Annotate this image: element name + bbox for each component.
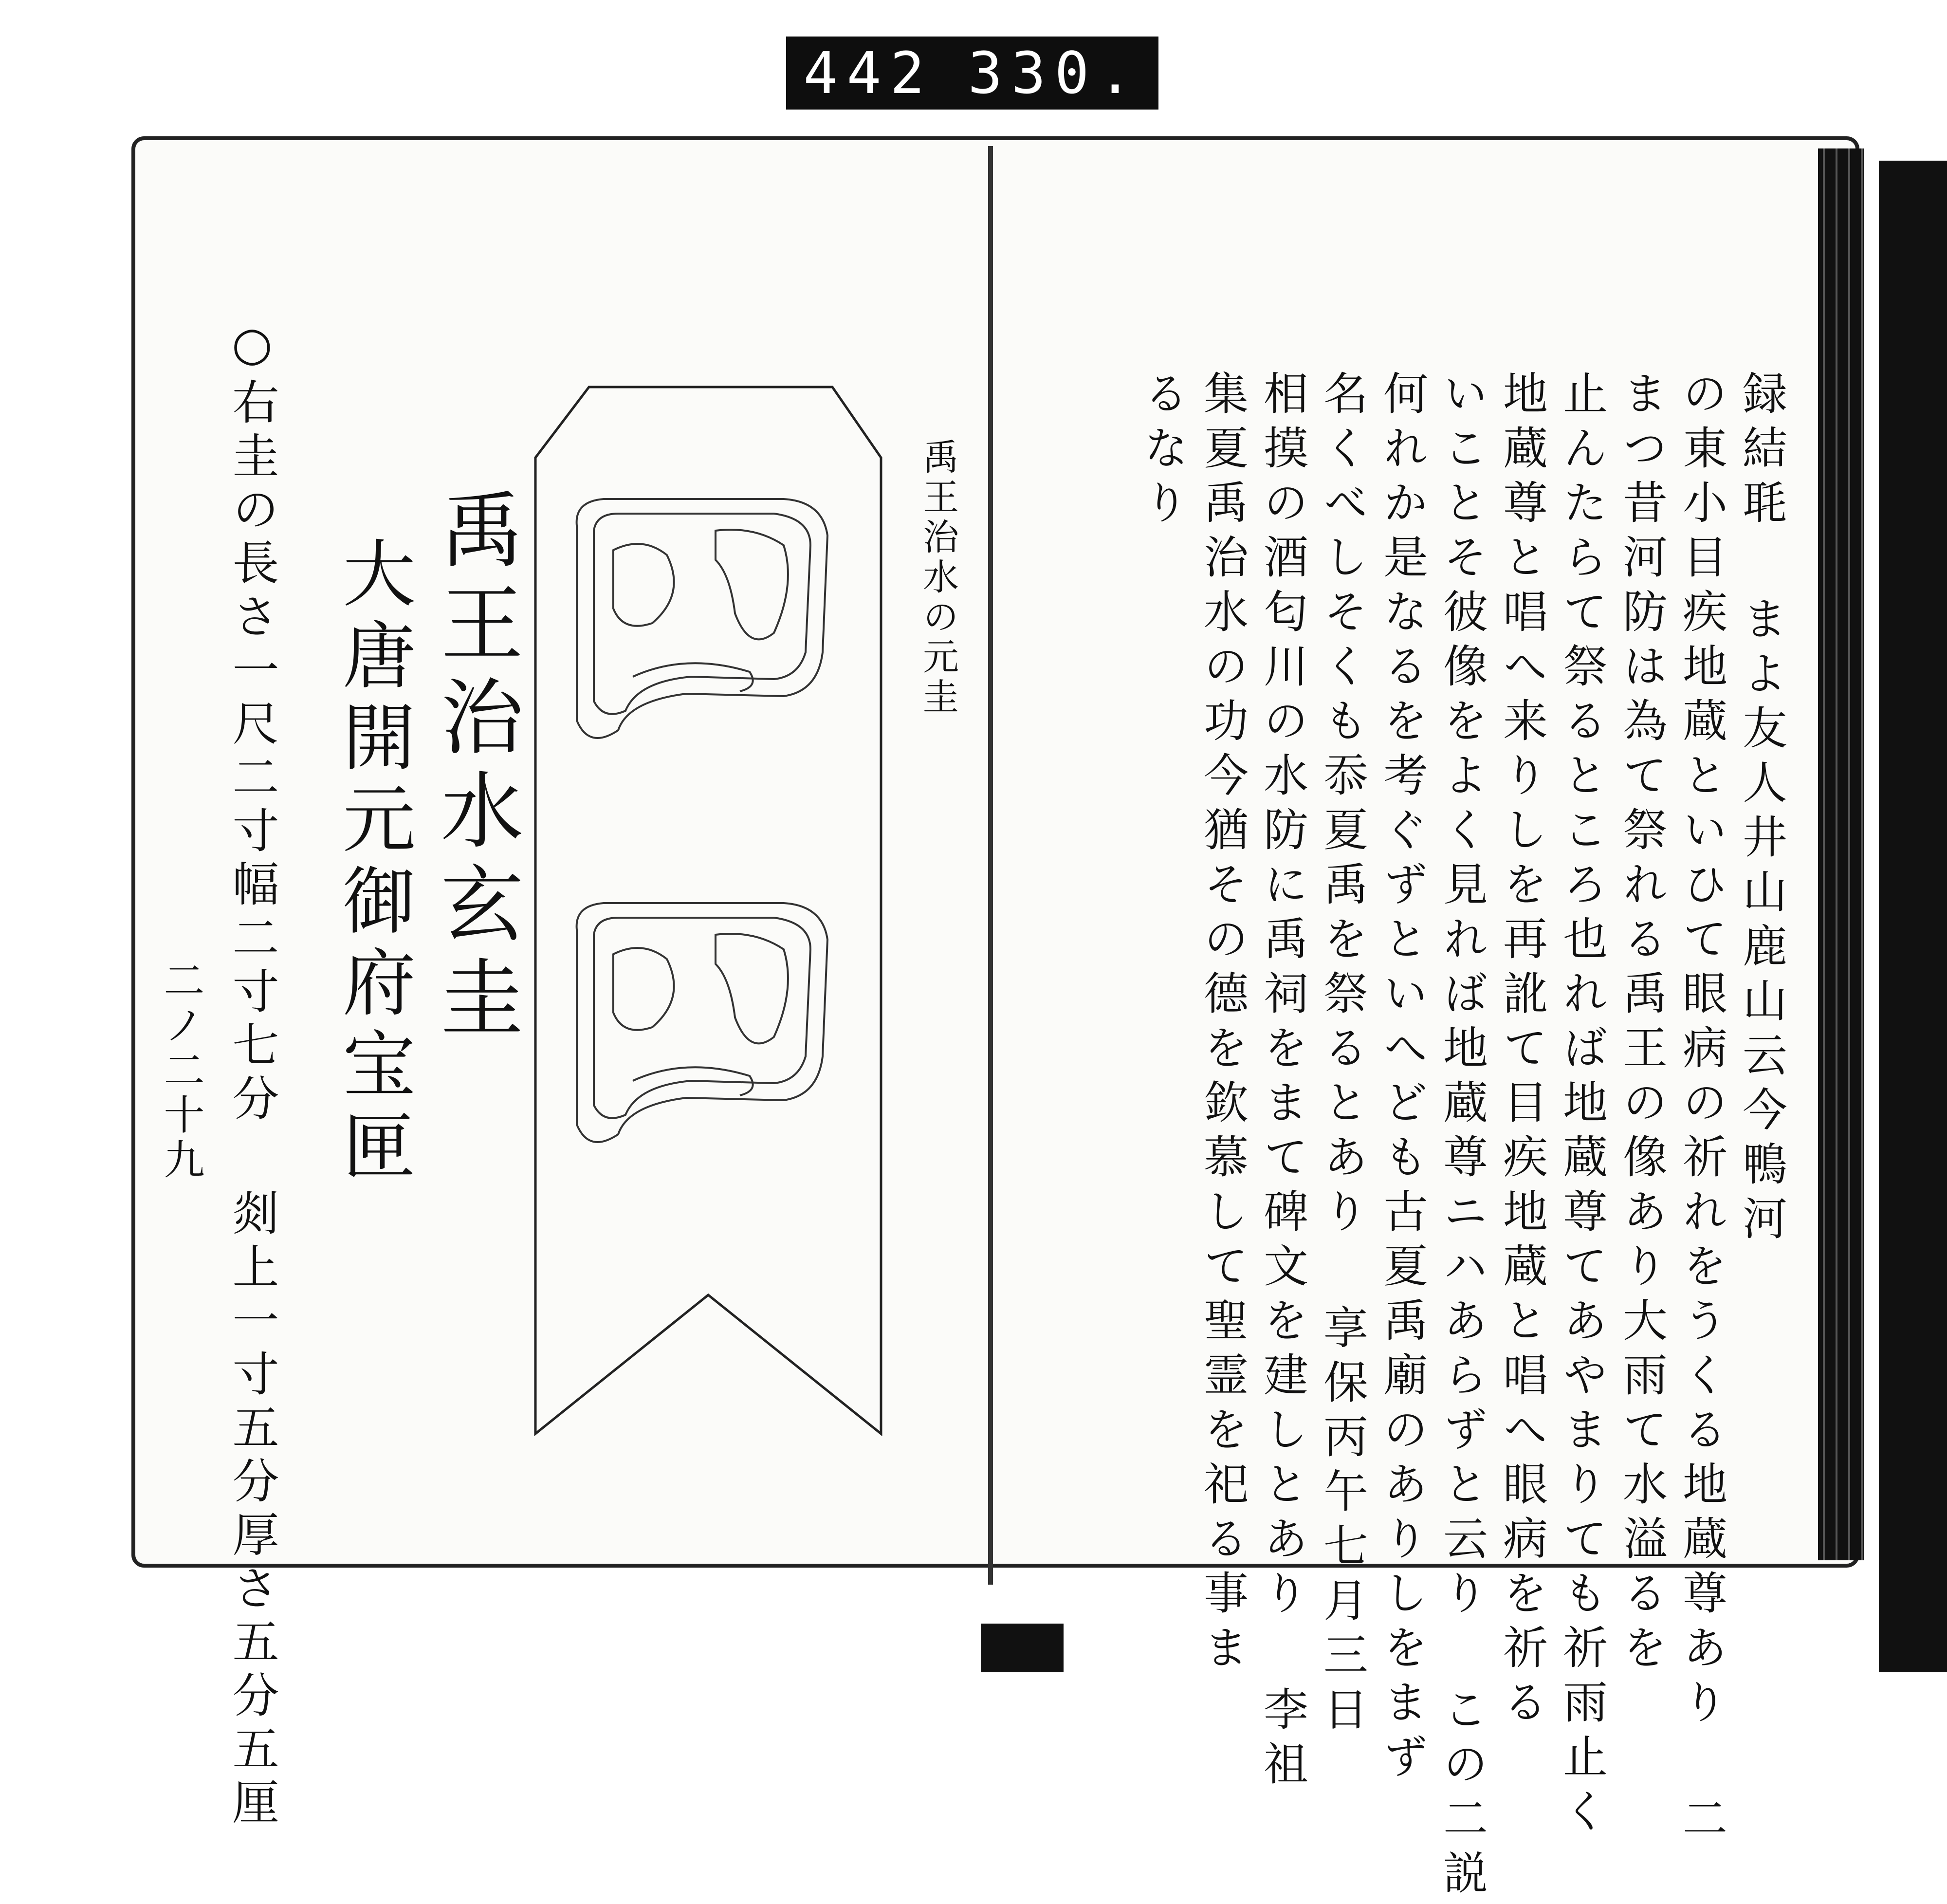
text-line: まつ昔河防は為て祭れる禹王の像あり大雨て水溢るを — [1616, 370, 1668, 1679]
bottom-clip — [981, 1624, 1064, 1672]
seal-subtitle: 大唐開元御府宝匣 — [330, 536, 415, 1190]
cloud-motif-upper — [577, 499, 827, 738]
tablet-caption: 禹王治水の元圭 — [917, 438, 959, 718]
book-spine — [988, 146, 993, 1585]
text-line: 止んたらて祭るところ也れば地蔵尊てあやまりても祈雨止く — [1556, 370, 1608, 1842]
text-line: の東小目疾地蔵といひて眼病の祈れをうくる地蔵尊あり 二 — [1675, 370, 1727, 1849]
catalog-number-left: 442 — [803, 39, 934, 107]
catalog-number-label — [786, 37, 1158, 110]
text-line: るなり — [1137, 370, 1189, 534]
text-line: 録結毦 まよ友人井山鹿山云今鴨河 — [1735, 370, 1787, 1250]
text-line: 名くべしそくも忝夏禹を祭るとあり 享保丙午七月三日 — [1316, 370, 1368, 1740]
main-text-block — [1027, 370, 1791, 1904]
catalog-number-right: 330. — [968, 39, 1141, 107]
page-edges — [1818, 148, 1864, 1560]
dark-margin — [1879, 161, 1947, 1672]
cloud-motif-lower — [577, 903, 827, 1142]
text-line: 集夏禹治水の功今猶その德を欽慕して聖霊を祀る事ま — [1196, 370, 1249, 1679]
seal-title: 禹王治水玄圭 — [426, 487, 523, 1048]
text-line: 相摸の酒匂川の水防に禹祠をまて碑文を建しとあり 李祖 — [1256, 370, 1308, 1795]
text-line: 何れか是なるを考ぐずといへども古夏禹廟のありしをまず — [1376, 370, 1428, 1788]
text-line: 地蔵尊と唱へ来りしを再訛て目疾地蔵と唱へ眼病を祈る — [1496, 370, 1548, 1733]
jade-tablet-illustration — [531, 380, 886, 1436]
dimension-note: ○右圭の長さ一尺二寸幅二寸七分 剡上一寸五分厚さ五分五厘 — [225, 316, 279, 1831]
text-line: いことそ彼像をよく見れば地蔵尊ニハあらずと云り この二説 — [1436, 370, 1488, 1904]
folio-number: 二ノ二十九 — [157, 959, 205, 1183]
